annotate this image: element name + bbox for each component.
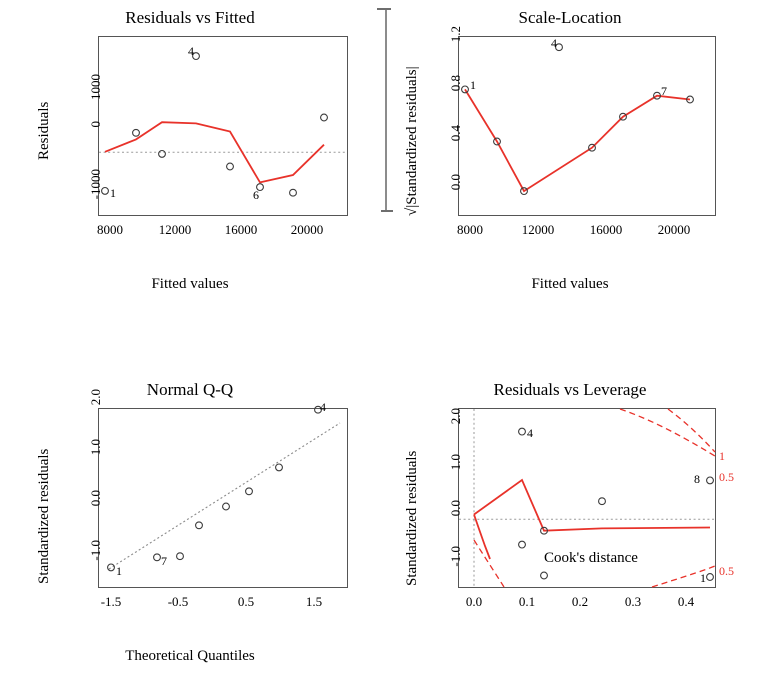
y-tick-label: -1.0 (88, 540, 103, 561)
x-tick-label: 8000 (457, 222, 483, 237)
y-tick-label: 1.0 (448, 454, 463, 471)
panel-scale-location (380, 0, 760, 320)
point-label: 1 (470, 78, 476, 92)
cook-contour-label: 1 (719, 449, 725, 463)
plot-title: Scale-Location (518, 8, 622, 27)
x-tick-label: 0.1 (518, 594, 536, 609)
y-tick-label: 0.4 (448, 125, 463, 142)
point-label: 1 (110, 186, 116, 200)
y-axis-label: Standardized residuals (36, 448, 52, 584)
plot-title: Residuals vs Fitted (125, 8, 255, 27)
x-tick-label: 0.5 (237, 594, 255, 609)
point-label: 4 (188, 44, 194, 58)
x-tick-label: 20000 (290, 222, 324, 237)
x-axis-label: Fitted values (151, 276, 229, 292)
point-label: 1 (700, 571, 706, 585)
point-label: 6 (253, 188, 259, 202)
point-label: 7 (161, 554, 167, 568)
y-tick-label: 0.8 (448, 75, 463, 92)
point-label: 4 (551, 36, 557, 50)
x-tick-label: 0.3 (624, 594, 642, 609)
panel-divider (385, 10, 387, 210)
x-tick-label: -0.5 (167, 594, 189, 609)
x-tick-label: 12000 (521, 222, 555, 237)
plot-canvas (380, 360, 760, 679)
x-tick-label: -1.5 (100, 594, 122, 609)
y-tick-label: 2.0 (448, 408, 463, 425)
y-axis-label: Standardized residuals (404, 450, 420, 586)
y-tick-label: -1000 (88, 169, 103, 200)
point-label: 4 (320, 400, 326, 414)
y-tick-label: 1.2 (448, 26, 463, 43)
y-tick-label: 1.0 (88, 439, 103, 456)
x-tick-label: 0.0 (465, 594, 483, 609)
panel-divider-cap-top (377, 8, 391, 10)
x-tick-label: 0.2 (571, 594, 589, 609)
point-label: 1 (116, 564, 122, 578)
y-tick-label: 0 (88, 121, 103, 128)
y-tick-label: 1000 (88, 74, 103, 100)
y-axis-label: √|Standardized residuals| (404, 66, 420, 216)
y-tick-label: 0.0 (88, 490, 103, 507)
point-label: 4 (527, 426, 533, 440)
x-tick-label: 8000 (97, 222, 123, 237)
cook-contour-label: 0.5 (719, 470, 734, 484)
cooks-distance-annotation: Cook's distance (544, 550, 638, 566)
x-tick-label: 1.5 (305, 594, 323, 609)
y-tick-label: 2.0 (88, 389, 103, 406)
y-tick-label: -1.0 (448, 546, 463, 567)
y-axis-label: Residuals (36, 101, 52, 160)
plot-title: Normal Q-Q (146, 380, 234, 399)
y-tick-label: 0.0 (448, 500, 463, 517)
y-tick-label: 0.0 (448, 174, 463, 191)
plot-canvas (380, 0, 760, 320)
panel-divider-cap-bottom (381, 210, 393, 212)
x-axis-label: Theoretical Quantiles (125, 648, 255, 664)
panel-normal-qq (0, 360, 380, 679)
x-tick-label: 0.4 (677, 594, 695, 609)
panel-residuals-vs-leverage (380, 360, 760, 679)
x-tick-label: 12000 (158, 222, 192, 237)
point-label: 7 (661, 84, 667, 98)
x-axis-label: Fitted values (531, 276, 609, 292)
x-tick-label: 16000 (224, 222, 258, 237)
cook-contour-label: 0.5 (719, 564, 734, 578)
x-tick-label: 20000 (657, 222, 691, 237)
plot-title: Residuals vs Leverage (493, 380, 647, 399)
panel-residuals-vs-fitted (0, 0, 380, 320)
point-label: 8 (694, 472, 700, 486)
x-tick-label: 16000 (589, 222, 623, 237)
